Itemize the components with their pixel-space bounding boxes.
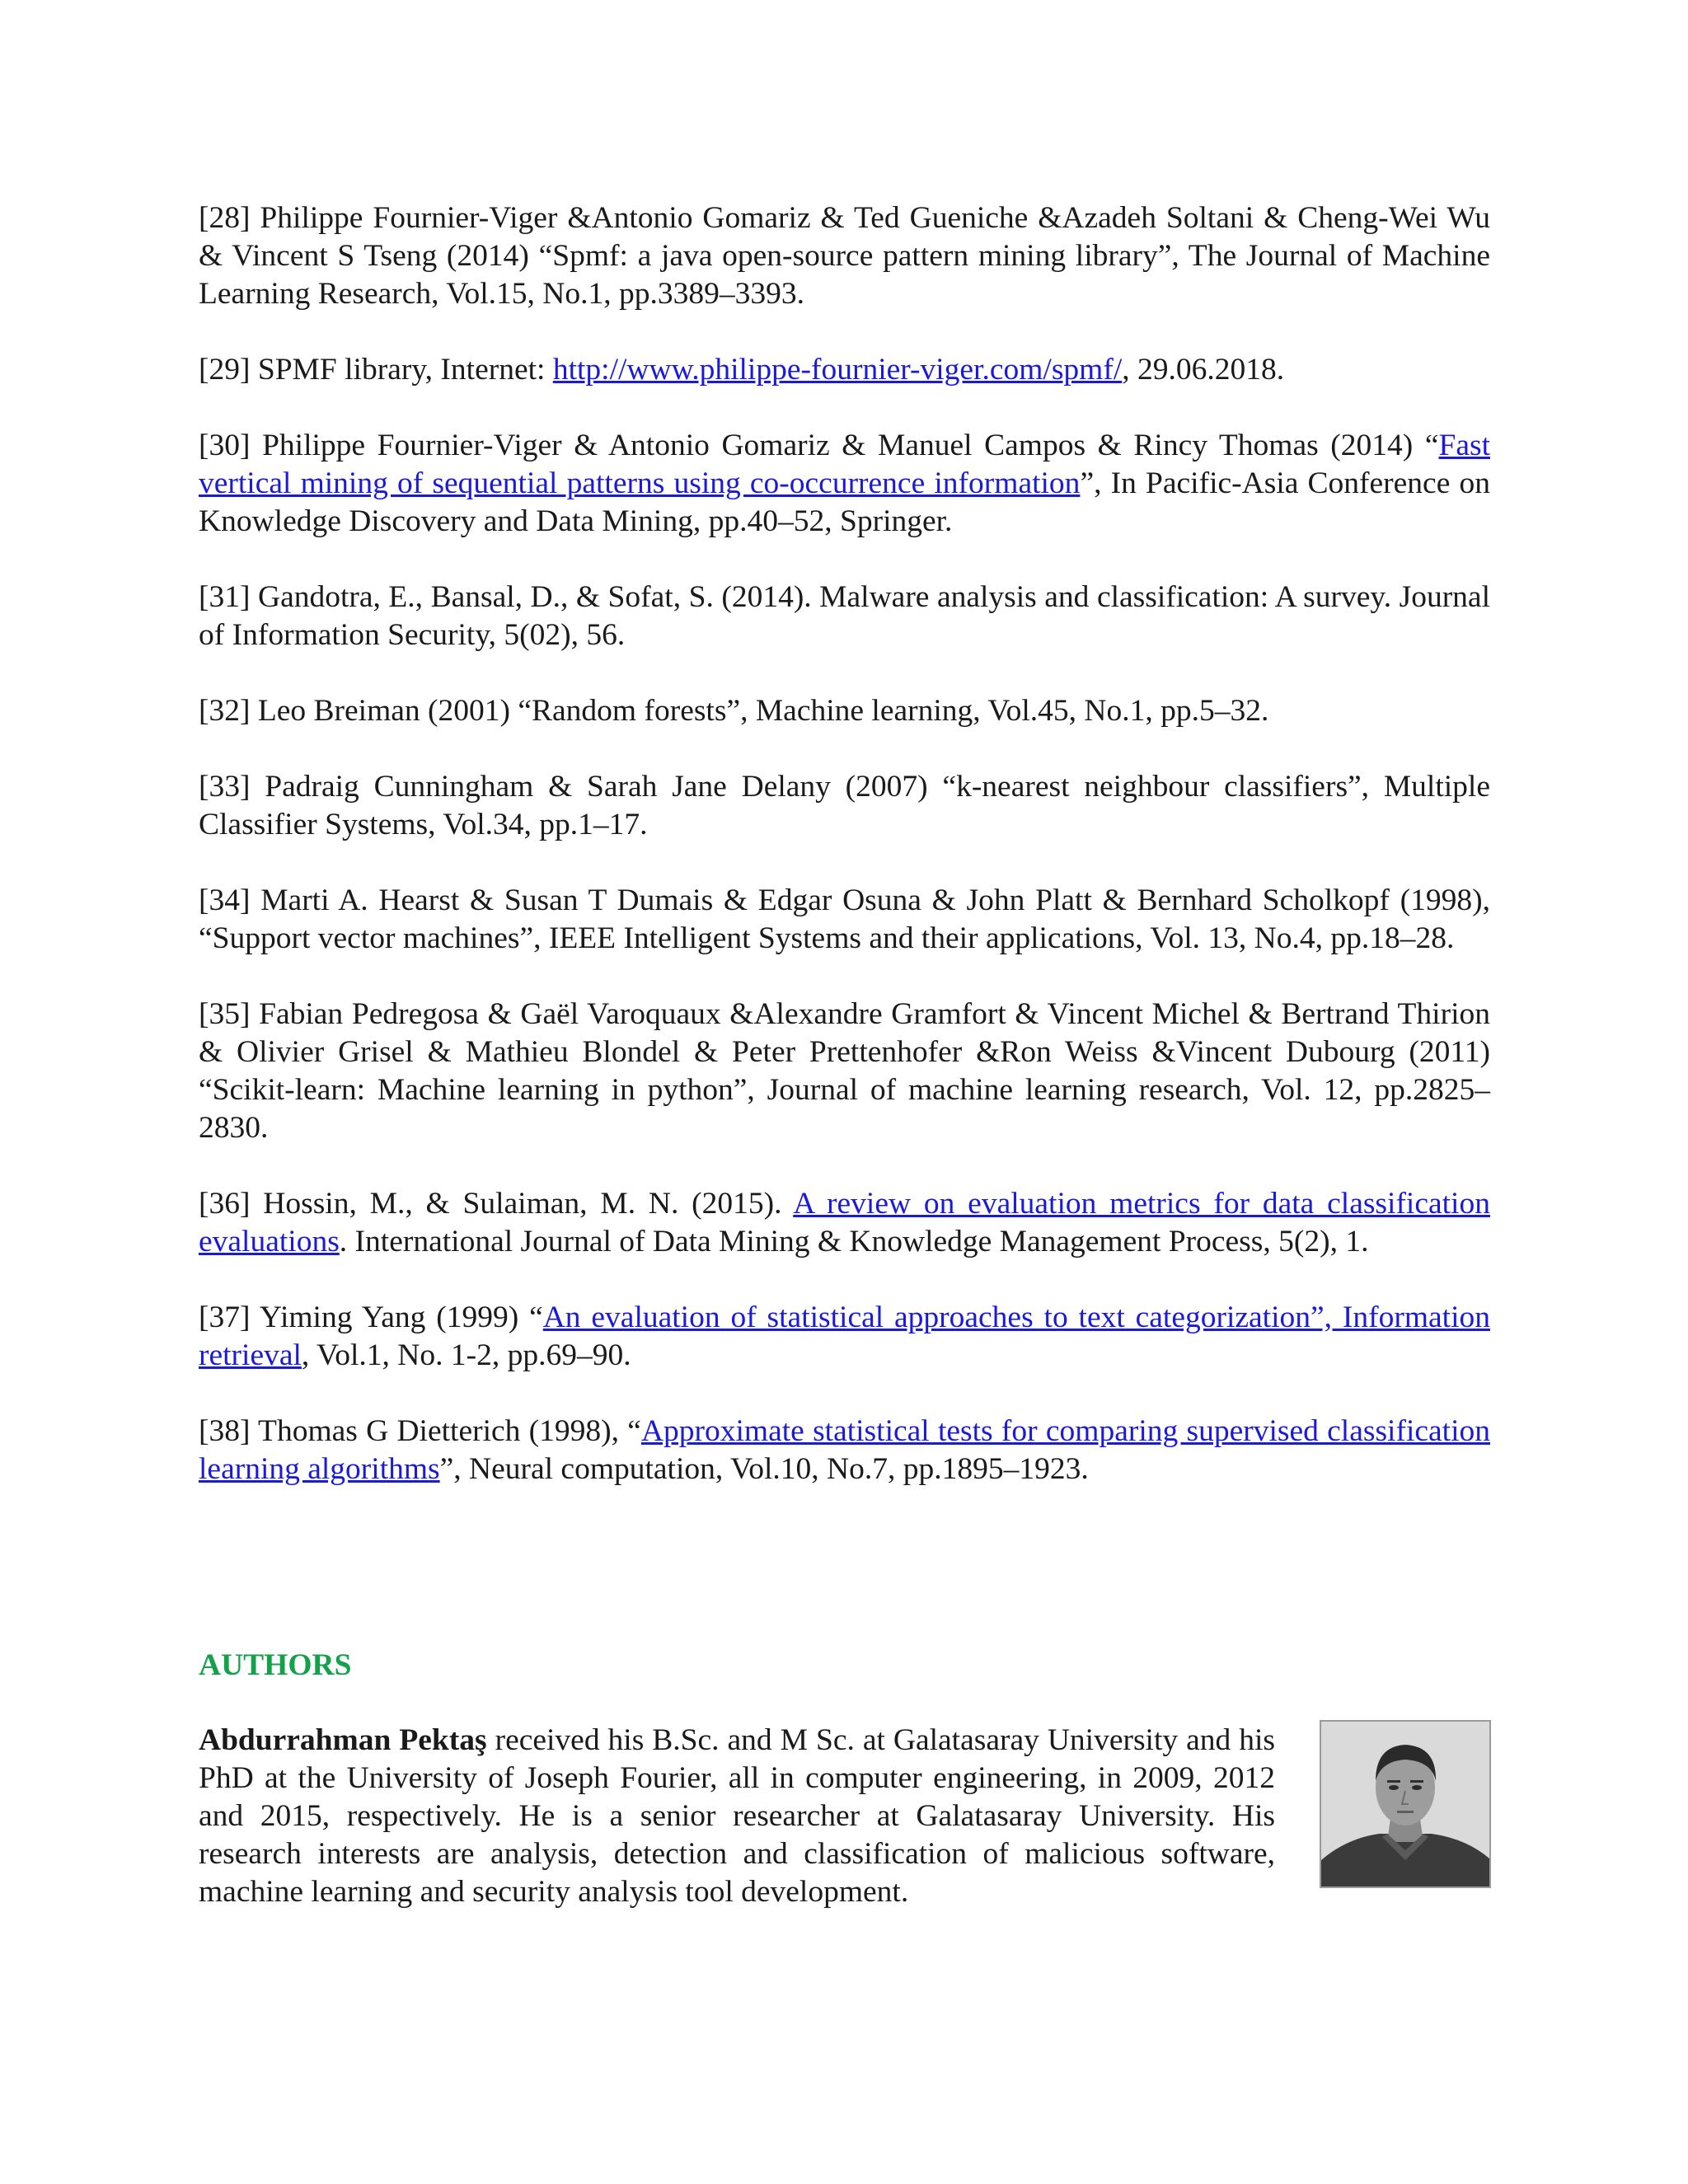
reference-text-after: , 29.06.2018.	[1122, 353, 1285, 387]
reference-text: [36] Hossin, M., & Sulaiman, M. N. (2015).	[199, 1187, 794, 1221]
reference-31	[199, 579, 1490, 654]
author-bio	[199, 1722, 1275, 1911]
reference-text: [37] Yiming Yang (1999) “	[199, 1301, 543, 1334]
authors-heading: AUTHORS	[199, 1648, 352, 1682]
reference-text: [35] Fabian Pedregosa & Gaël Varoquaux &Alexandre Gramfort & Vincent Michel & Bertrand Thirion & Olivier Grisel & Mathieu Blondel & Peter Prettenhofer &Ron Weiss &Vincent Dubourg (2011) “Scikit-learn: Machine learning in python”, Journal of machine learning research, Vol. 12, pp.2825–2830.	[199, 997, 1490, 1145]
reference-text: [33] Padraig Cunningham & Sarah Jane Delany (2007) “k-nearest neighbour classifiers”, Multiple Classifier Systems, Vol.34, pp.1–17.	[199, 770, 1490, 841]
reference-link[interactable]: A review on evaluation metrics for data classification evaluations	[199, 1187, 1490, 1258]
reference-29	[199, 351, 1490, 389]
author-bio-text: received his B.Sc. and M Sc. at Galatasaray University and his PhD at the University of Joseph Fourier, all in computer engineering, in 2009, 2012 and 2015, respectively. He is a senior researcher at Galatasaray University. His research interests are analysis, detection and classification of malicious software, machine learning and security analysis tool development.	[199, 1723, 1276, 1909]
reference-link[interactable]: An evaluation of statistical approaches to text categorization”, Information retrieval	[199, 1301, 1490, 1372]
reference-text: [34] Marti A. Hearst & Susan T Dumais & Edgar Osuna & John Platt & Bernhard Scholkopf (1998), “Support vector machines”, IEEE Intelligent Systems and their applications, Vol. 13, No.4, pp.18–28.	[199, 883, 1490, 955]
reference-link[interactable]: Approximate statistical tests for comparing supervised classification learning algorithms	[199, 1414, 1490, 1486]
reference-list	[199, 199, 1490, 1526]
reference-text-after: , Vol.1, No. 1-2, pp.69–90.	[301, 1338, 631, 1372]
reference-28	[199, 199, 1490, 313]
reference-text: [29] SPMF library, Internet:	[199, 353, 553, 387]
reference-32	[199, 692, 1490, 730]
reference-37	[199, 1299, 1490, 1375]
reference-35	[199, 996, 1490, 1147]
reference-text: [28] Philippe Fournier-Viger &Antonio Gomariz & Ted Gueniche &Azadeh Soltani & Cheng-Wei Wu & Vincent S Tseng (2014) “Spmf: a java open-source pattern mining library”, The Journal of Machine Learning Research, Vol.15, No.1, pp.3389–3393.	[199, 201, 1490, 311]
reference-text-after: ”, Neural computation, Vol.10, No.7, pp.1895–1923.	[439, 1452, 1089, 1486]
reference-text: [30] Philippe Fournier-Viger & Antonio Gomariz & Manuel Campos & Rincy Thomas (2014) “	[199, 429, 1439, 462]
reference-link[interactable]: http://www.philippe-fournier-viger.com/spmf/	[552, 353, 1123, 387]
reference-text-after: . International Journal of Data Mining & Knowledge Management Process, 5(2), 1.	[339, 1225, 1369, 1258]
reference-link[interactable]: Fast vertical mining of sequential patterns using co-occurrence information	[199, 429, 1490, 500]
author-portrait-image	[1321, 1722, 1489, 1886]
reference-text: [32] Leo Breiman (2001) “Random forests”, Machine learning, Vol.45, No.1, pp.5–32.	[199, 694, 1269, 728]
reference-33	[199, 768, 1490, 844]
reference-text: [38] Thomas G Dietterich (1998), “	[199, 1414, 641, 1448]
reference-36	[199, 1185, 1490, 1261]
reference-34	[199, 882, 1490, 958]
reference-38	[199, 1413, 1490, 1488]
reference-text: [31] Gandotra, E., Bansal, D., & Sofat, S. (2014). Malware analysis and classification: A survey. Journal of Information Security, 5(02), 56.	[199, 580, 1490, 652]
reference-30	[199, 427, 1490, 541]
author-photo	[1320, 1720, 1491, 1888]
author-name: Abdurrahman Pektaş	[199, 1723, 487, 1757]
reference-text-after: ”, In Pacific-Asia Conference on Knowledge Discovery and Data Mining, pp.40–52, Springer.	[199, 466, 1490, 538]
